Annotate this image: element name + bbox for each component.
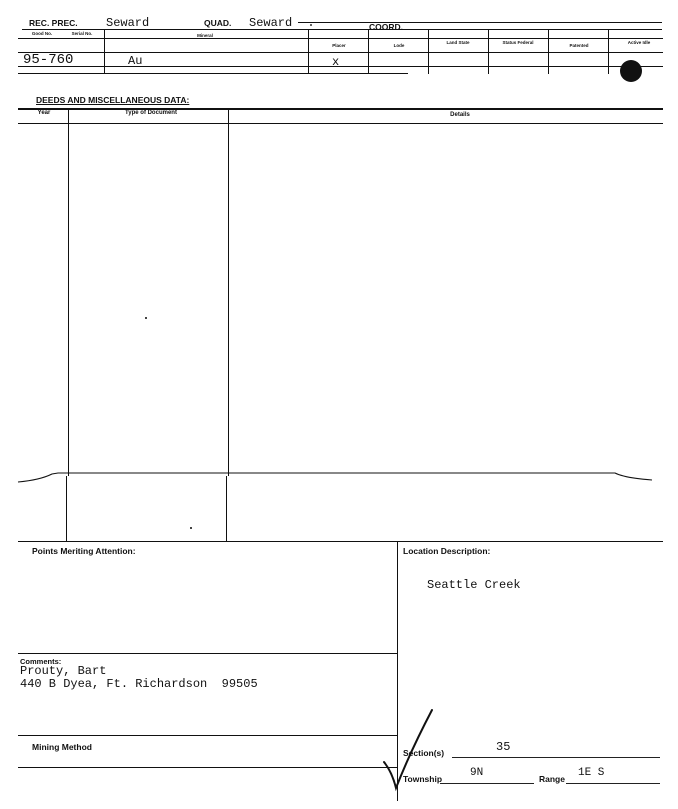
page-fold-line: [0, 462, 678, 492]
deeds-title: DEEDS AND MISCELLANEOUS DATA:: [36, 95, 190, 105]
rec-prec-label: REC. PREC.: [29, 18, 78, 28]
col-active-idle: Active Idle: [627, 40, 651, 45]
col-divider-4: [428, 30, 429, 74]
range-label: Range: [539, 774, 565, 784]
col-good-no: Good No.: [31, 31, 53, 36]
row-bottom-line: [18, 66, 663, 67]
col-year: Year: [37, 110, 51, 116]
deeds-top-line: [18, 108, 663, 110]
comments-label: Comments:: [20, 657, 62, 666]
col-patented: Patented: [569, 43, 589, 48]
col-details: Details: [450, 112, 470, 118]
stray-mark: [190, 527, 192, 529]
row-mid-line: [18, 52, 663, 53]
mining-method-bottom-line: [18, 767, 398, 768]
deeds-col-line-2a: [228, 108, 229, 476]
range-value: 1E S: [578, 767, 605, 779]
row-underline: [18, 73, 408, 74]
col-type: Type of Document: [125, 110, 177, 116]
section-label: Section(s): [403, 748, 445, 758]
location-label: Location Description:: [403, 546, 491, 556]
rec-prec-value: Seward: [106, 16, 150, 30]
comments-line-2: 440 B Dyea, Ft. Richardson 99505: [20, 677, 258, 691]
mining-method-label: Mining Method: [32, 742, 92, 752]
col-lode: Lode: [393, 43, 405, 48]
quad-label: QUAD.: [204, 18, 232, 28]
stray-mark: [145, 317, 147, 319]
header-upper-rule: [298, 22, 662, 23]
col-status-federal: Status Federal: [502, 40, 534, 45]
col-head-bottom: [18, 38, 663, 39]
mining-method-top-line: [18, 735, 398, 736]
col-divider-3: [368, 30, 369, 74]
header-top-line: [22, 29, 662, 30]
section-value: 35: [496, 740, 511, 754]
section-blank: [452, 757, 660, 758]
quad-value: Seward: [249, 16, 293, 30]
coord-label: COORD.: [369, 22, 403, 32]
col-divider-1: [104, 30, 105, 74]
col-land-state: Land State: [446, 40, 470, 45]
comments-line-1: Prouty, Bart: [20, 664, 107, 678]
col-serial-no: Serial No.: [71, 31, 93, 36]
col-placer: Placer: [332, 43, 346, 48]
location-value: Seattle Creek: [427, 578, 521, 592]
deeds-head-line: [18, 123, 663, 124]
township-value: 9N: [470, 767, 484, 779]
col-mineral: Mineral: [197, 33, 213, 38]
range-blank: [566, 783, 660, 784]
deeds-bottom-line: [18, 541, 663, 542]
stray-dot: [310, 24, 312, 26]
deeds-col-line-1a: [68, 108, 69, 476]
township-blank: [440, 783, 534, 784]
col-divider-6: [548, 30, 549, 74]
col-divider-2: [308, 30, 309, 74]
col-divider-7: [608, 30, 609, 74]
mineral-value: Au: [128, 54, 143, 68]
check-mark: [370, 700, 443, 795]
col-divider-5: [488, 30, 489, 74]
township-label: Township: [403, 774, 443, 784]
placer-mark: x: [332, 55, 340, 69]
points-label: Points Meriting Attention:: [32, 546, 136, 556]
good-no-value: 95-760: [23, 52, 74, 68]
comments-top-line: [18, 653, 398, 654]
active-idle-dot: [620, 60, 642, 82]
